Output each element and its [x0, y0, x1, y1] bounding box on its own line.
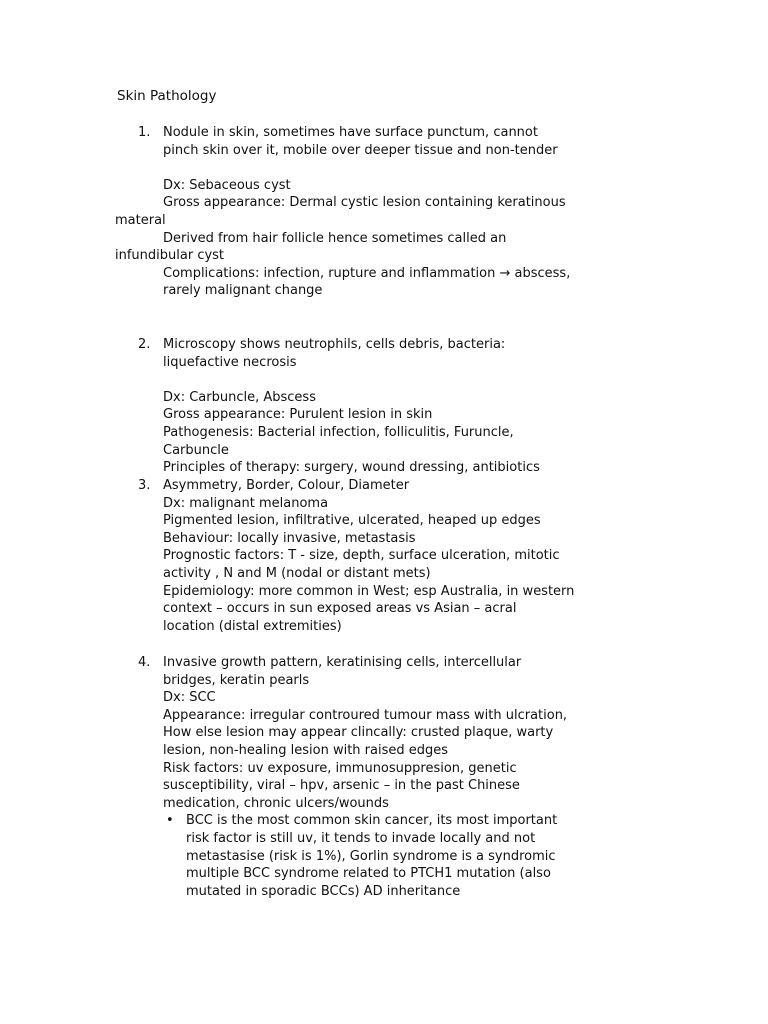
- item-number: 3.: [138, 478, 151, 493]
- detail-line-wrap: infundibular cyst: [115, 248, 225, 264]
- question-line: Nodule in skin, sometimes have surface punctum, cannot: [163, 125, 538, 140]
- detail-line: Gross appearance: Purulent lesion in skin: [163, 407, 433, 423]
- detail-line: Risk factors: uv exposure, immunosuppresion, genetic: [163, 760, 517, 776]
- detail-line: activity , N and M (nodal or distant mets): [163, 565, 431, 581]
- bullet-line: metastasise (risk is 1%), Gorlin syndrome is a syndromic: [186, 848, 556, 864]
- detail-line-wrap: materal: [115, 212, 166, 228]
- detail-line: Prognostic factors: T - size, depth, surface ulceration, mitotic: [163, 548, 560, 564]
- question-item-2: [115, 336, 660, 477]
- detail-line: Pigmented lesion, infiltrative, ulcerated, heaped up edges: [163, 513, 541, 529]
- diagnosis-line: Dx: SCC: [163, 690, 216, 706]
- question-line: Asymmetry, Border, Colour, Diameter: [163, 478, 410, 493]
- detail-line: context – occurs in sun exposed areas vs Asian – acral: [163, 601, 517, 617]
- question-line: Microscopy shows neutrophils, cells debris, bacteria:: [163, 337, 506, 352]
- document-title: Skin Pathology: [117, 88, 217, 104]
- bullet-item: [115, 812, 660, 900]
- detail-line: Carbuncle: [163, 442, 229, 458]
- detail-line: susceptibility, viral – hpv, arsenic – in the past Chinese: [163, 778, 520, 794]
- detail-line: location (distal extremities): [163, 618, 342, 634]
- bullet-line: BCC is the most common skin cancer, its most important: [186, 813, 558, 829]
- detail-line: How else lesion may appear clincally: crusted plaque, warty: [163, 725, 554, 741]
- item-number: 4.: [138, 655, 151, 670]
- detail-line: Complications: infection, rupture and inflammation → abscess,: [163, 265, 571, 281]
- question-item-3: [115, 477, 660, 635]
- bullet-marker: •: [166, 813, 174, 829]
- detail-line: Epidemiology: more common in West; esp Australia, in western: [163, 583, 575, 599]
- detail-line: lesion, non-healing lesion with raised edges: [163, 742, 449, 758]
- bullet-line: risk factor is still uv, it tends to invade locally and not: [186, 830, 536, 846]
- detail-line: medication, chronic ulcers/wounds: [163, 795, 389, 811]
- detail-line: Gross appearance: Dermal cystic lesion containing keratinous: [163, 195, 566, 211]
- diagnosis-line: Dx: Carbuncle, Abscess: [163, 389, 316, 405]
- item-number: 2.: [138, 337, 151, 352]
- detail-line: Behaviour: locally invasive, metastasis: [163, 530, 416, 546]
- bullet-line: multiple BCC syndrome related to PTCH1 mutation (also: [186, 866, 551, 882]
- item-number: 1.: [138, 125, 151, 140]
- diagnosis-line: Dx: malignant melanoma: [163, 495, 329, 511]
- detail-line: Derived from hair follicle hence sometimes called an: [163, 230, 507, 246]
- detail-line: Appearance: irregular controured tumour mass with ulcration,: [163, 707, 568, 723]
- bullet-line: mutated in sporadic BCCs) AD inheritance: [186, 883, 461, 899]
- question-line: pinch skin over it, mobile over deeper tissue and non-tender: [163, 142, 558, 158]
- question-line: bridges, keratin pearls: [163, 672, 310, 688]
- question-item-4: [115, 654, 660, 900]
- diagnosis-line: Dx: Sebaceous cyst: [163, 177, 291, 193]
- detail-line: Principles of therapy: surgery, wound dressing, antibiotics: [163, 460, 540, 476]
- detail-line: Pathogenesis: Bacterial infection, folliculitis, Furuncle,: [163, 424, 514, 440]
- detail-line: rarely malignant change: [163, 283, 323, 299]
- question-item-1: [115, 124, 660, 300]
- question-line: liquefactive necrosis: [163, 354, 297, 370]
- question-line: Invasive growth pattern, keratinising cells, intercellular: [163, 655, 522, 670]
